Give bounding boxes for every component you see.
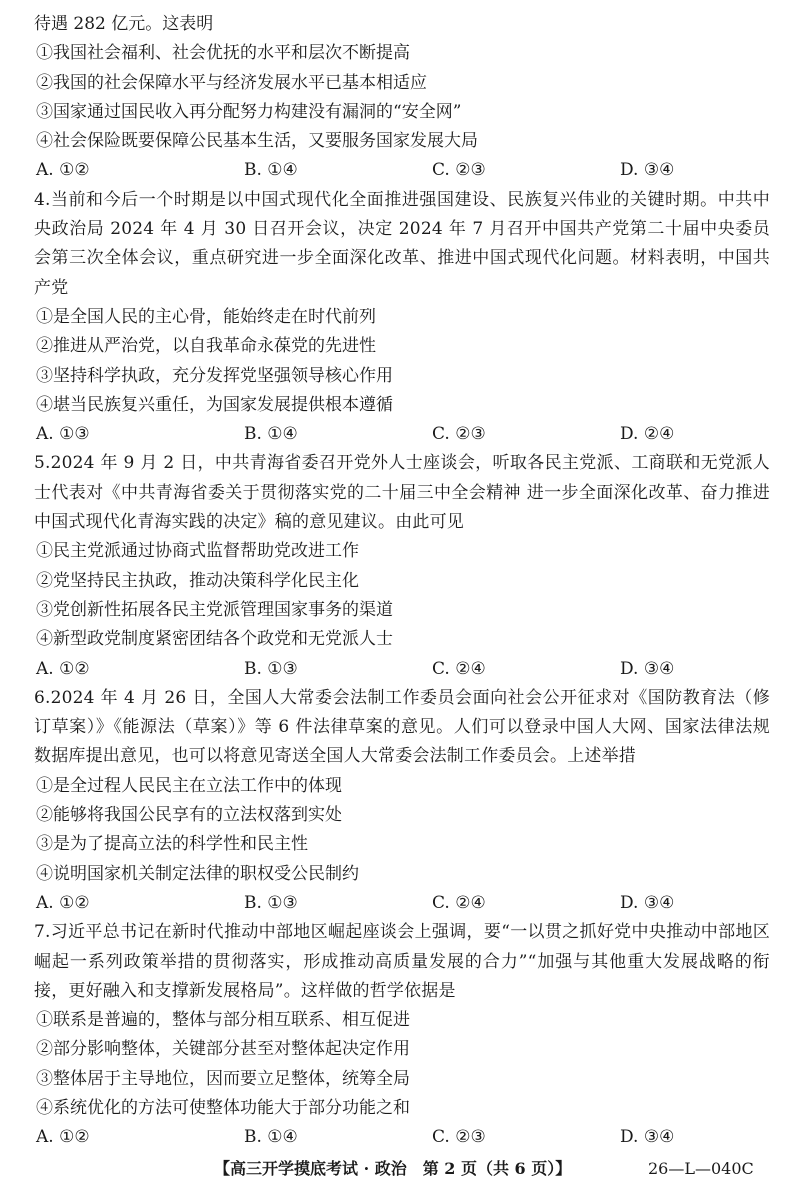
answer-choices: [34, 655, 770, 684]
footer-exam-info: 【高三开学摸底考试 · 政治 第 2 页（共 6 页）】: [214, 1159, 572, 1178]
option-4: ④系统优化的方法可使整体功能大于部分功能之和: [36, 1097, 410, 1118]
answer-choices: [34, 156, 770, 185]
question-7: [34, 918, 770, 1152]
choice-a: A. ①②: [36, 160, 90, 181]
question-3-tail: [34, 10, 770, 186]
question-4-stem: 4.当前和今后一个时期是以中国式现代化全面推进强国建设、民族复兴伟业的关键时期。中共中央政治局 2024 年 4 月 30 日召开会议，决定 2024 年 7 月召开中国共产党第二十届中央委员会第三次全体会议，重点研究进一步全面深化改革、推进中国式现代化问题。材料表明，中国共产党: [34, 189, 770, 298]
choice-a: A. ①②: [36, 892, 90, 913]
choice-c: C. ②③: [432, 160, 486, 181]
option-1: ①是全国人民的主心骨，能始终走在时代前列: [36, 306, 376, 327]
option-1: ①联系是普遍的，整体与部分相互联系、相互促进: [36, 1010, 410, 1031]
choice-a: A. ①②: [36, 1127, 90, 1148]
choice-c: C. ②④: [432, 892, 486, 913]
option-3: ③整体居于主导地位，因而要立足整体，统筹全局: [36, 1068, 410, 1089]
choice-d: D. ③④: [620, 658, 675, 679]
choice-d: D. ③④: [620, 160, 675, 181]
option-1: ①是全过程人民民主在立法工作中的体现: [36, 775, 342, 796]
choice-a: A. ①③: [36, 424, 90, 445]
option-2: ②部分影响整体，关键部分甚至对整体起决定作用: [36, 1039, 410, 1060]
page-footer: [0, 1154, 800, 1184]
option-2: ②党坚持民主执政，推动决策科学化民主化: [36, 570, 359, 591]
option-4: ④社会保险既要保障公民基本生活，又要服务国家发展大局: [36, 131, 478, 152]
option-3: ③党创新性拓展各民主党派管理国家事务的渠道: [36, 599, 393, 620]
option-2: ②推进从严治党，以自我革命永葆党的先进性: [36, 336, 376, 357]
choice-d: D. ③④: [620, 892, 675, 913]
option-3: ③坚持科学执政，充分发挥党坚强领导核心作用: [36, 365, 393, 386]
choice-c: C. ②③: [432, 1127, 486, 1148]
question-5-stem: 5.2024 年 9 月 2 日，中共青海省委召开党外人士座谈会，听取各民主党派、工商联和无党派人士代表对《中共青海省委关于贯彻落实党的二十届三中全会精神 进一步全面深化改革、奋力推进中国式现代化青海实践的决定》稿的意见建议。由此可见: [34, 453, 770, 533]
question-3-stem-end: 待遇 282 亿元。这表明: [34, 14, 214, 34]
choice-b: B. ①④: [244, 160, 298, 181]
choice-b: B. ①③: [244, 892, 298, 913]
footer-paper-code: 26—L—040C: [648, 1159, 754, 1178]
option-3: ③国家通过国民收入再分配努力构建没有漏洞的“安全网”: [36, 101, 462, 122]
answer-choices: [34, 420, 770, 449]
option-1: ①民主党派通过协商式监督帮助党改进工作: [36, 541, 359, 562]
question-4: [34, 186, 770, 450]
option-4: ④说明国家机关制定法律的职权受公民制约: [36, 863, 359, 884]
question-7-stem: 7.习近平总书记在新时代推动中部地区崛起座谈会上强调，要“一以贯之抓好党中央推动中部地区崛起一系列政策举措的贯彻落实，形成推动高质量发展的合力”“加强与其他重大发展战略的衔接，更好融入和支撑新发展格局”。这样做的哲学依据是: [34, 922, 770, 1001]
choice-a: A. ①②: [36, 658, 90, 679]
answer-choices: [34, 889, 770, 918]
option-3: ③是为了提高立法的科学性和民主性: [36, 834, 308, 855]
choice-b: B. ①④: [244, 424, 298, 445]
question-6: [34, 684, 770, 918]
option-4: ④新型政党制度紧密团结各个政党和无党派人士: [36, 629, 393, 650]
choice-b: B. ①③: [244, 658, 298, 679]
exam-page: [34, 10, 770, 1153]
question-6-stem: 6.2024 年 4 月 26 日，全国人大常委会法制工作委员会面向社会公开征求对《国防教育法（修订草案）》《能源法（草案）》等 6 件法律草案的意见。人们可以登录中国人大网、国家法律法规数据库提出意见，也可以将意见寄送全国人大常委会法制工作委员会。上述举措: [34, 687, 770, 767]
option-4: ④堪当民族复兴重任，为国家发展提供根本遵循: [36, 394, 393, 415]
choice-d: D. ③④: [620, 1127, 675, 1148]
option-2: ②能够将我国公民享有的立法权落到实处: [36, 805, 342, 826]
choice-c: C. ②③: [432, 424, 486, 445]
choice-c: C. ②④: [432, 658, 486, 679]
choice-b: B. ①④: [244, 1127, 298, 1148]
option-1: ①我国社会福利、社会优抚的水平和层次不断提高: [36, 43, 410, 64]
answer-choices: [34, 1123, 770, 1152]
question-5: [34, 449, 770, 683]
choice-d: D. ②④: [620, 424, 675, 445]
option-2: ②我国的社会保障水平与经济发展水平已基本相适应: [36, 72, 427, 93]
